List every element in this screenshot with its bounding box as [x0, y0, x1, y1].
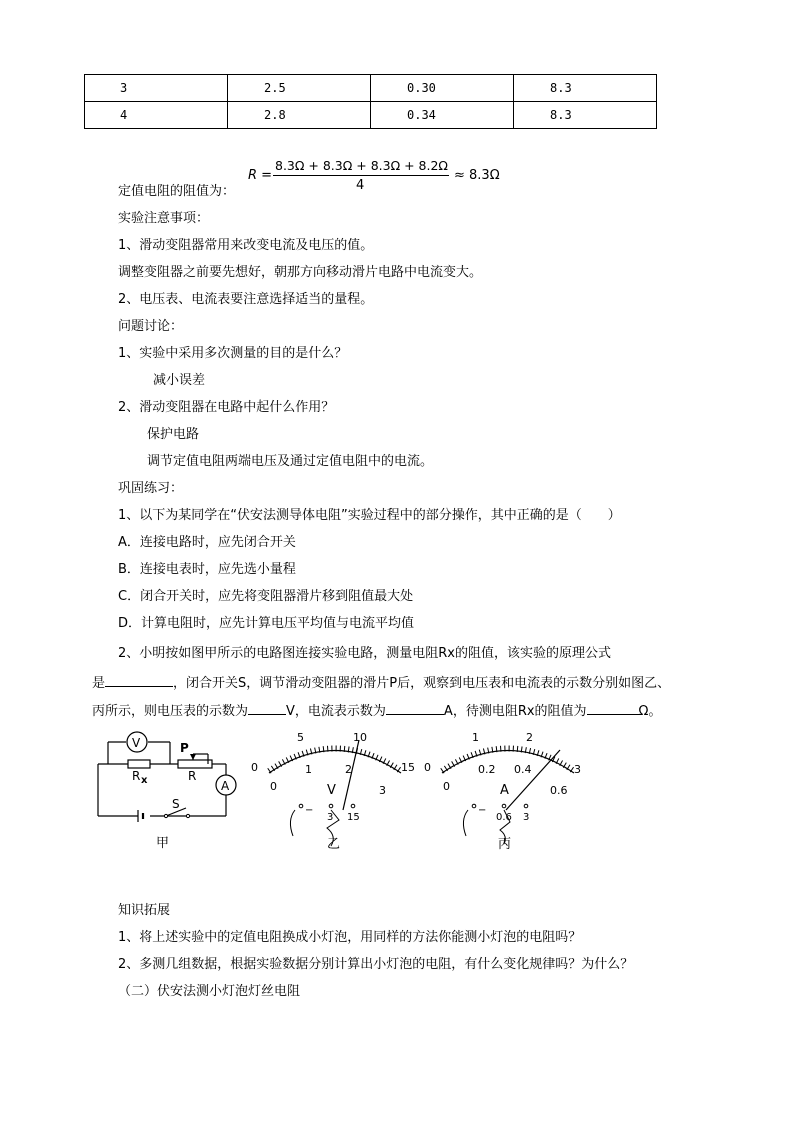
- resistance-value-label: 定值电阻的阻值为：: [118, 184, 236, 199]
- ammeter-outer-tick: 0: [424, 761, 431, 774]
- table-row: [85, 75, 657, 102]
- answer-2a: 保护电路: [147, 427, 200, 442]
- figure-caption-bing: 丙: [498, 837, 512, 852]
- voltmeter-outer-tick: 5: [297, 731, 304, 744]
- text-span: V，电流表示数为: [286, 704, 386, 719]
- answer-blank-voltage[interactable]: [248, 700, 286, 715]
- ammeter-inner-tick: 0.6: [550, 784, 568, 797]
- voltmeter-outer-tick: 0: [251, 761, 258, 774]
- table-cell: 8.3: [514, 75, 657, 102]
- voltmeter-inner-tick: 3: [379, 784, 386, 797]
- practice-title: 巩固练习：: [118, 481, 184, 496]
- answer-blank-formula[interactable]: [105, 672, 173, 687]
- ammeter-terminal: 3: [523, 812, 530, 823]
- extension-question-1: 1、将上述实验中的定值电阻换成小灯泡，用同样的方法你能测小灯泡的电阻吗？: [118, 930, 582, 945]
- answer-blank-resistance[interactable]: [587, 700, 639, 715]
- note-1: 1、滑动变阻器常用来改变电流及电压的值。: [118, 238, 374, 253]
- ammeter-dial: [420, 728, 595, 856]
- voltmeter-outer-tick: 10: [353, 731, 367, 744]
- table-cell: 0.30: [371, 75, 514, 102]
- table-cell: 8.3: [514, 102, 657, 129]
- formula-lhs: R =: [248, 168, 273, 183]
- r-label: R: [188, 769, 197, 783]
- table-cell: 0.34: [371, 102, 514, 129]
- ammeter-inner-tick: 0.4: [514, 763, 532, 776]
- answer-blank-current[interactable]: [386, 700, 444, 715]
- practice-question-2-line2: [92, 672, 670, 693]
- formula-denominator: 4: [356, 178, 365, 193]
- ammeter-outer-tick: 2: [526, 731, 533, 744]
- voltmeter-inner-tick: 0: [270, 780, 277, 793]
- practice-question-2-line1: 2、小明按如图甲所示的电路图连接实验电路，测量电阻Rx的阻值，该实验的原理公式: [118, 646, 611, 661]
- figure-caption-jia: 甲: [156, 836, 170, 851]
- extension-title: 知识拓展: [118, 903, 171, 918]
- table-cell: 4: [85, 102, 228, 129]
- formula-numerator: 8.3Ω + 8.3Ω + 8.3Ω + 8.2Ω: [275, 158, 448, 173]
- note-2: 2、电压表、电流表要注意选择适当的量程。: [118, 292, 374, 307]
- rx-subscript: x: [141, 775, 148, 786]
- option-d: D．计算电阻时，应先计算电压平均值与电流平均值: [118, 616, 415, 631]
- voltmeter-inner-tick: 2: [345, 763, 352, 776]
- voltmeter-outer-tick: 15: [401, 761, 415, 774]
- voltmeter-inner-tick: 1: [305, 763, 312, 776]
- text-span: 丙所示，则电压表的示数为: [92, 704, 249, 719]
- question-2: 2、滑动变阻器在电路中起什么作用？: [118, 400, 335, 415]
- slider-label: P: [180, 741, 189, 755]
- ammeter-unit: A: [500, 783, 509, 798]
- voltmeter-dial: [247, 728, 422, 856]
- formula-result: ≈ 8.3Ω: [454, 168, 500, 183]
- voltmeter-terminal: −: [305, 805, 314, 816]
- voltmeter-terminal: 3: [327, 812, 334, 823]
- answer-2b: 调节定值电阻两端电压及通过定值电阻中的电流。: [147, 454, 434, 469]
- note-1b: 调整变阻器之前要先想好，朝那方向移动滑片电路中电流变大。: [118, 265, 483, 280]
- text-span: A，待测电阻Rx的阻值为: [443, 704, 587, 719]
- table-row: [85, 102, 657, 129]
- ammeter-outer-tick: 1: [472, 731, 479, 744]
- figure-caption-yi: 乙: [327, 837, 341, 852]
- voltmeter-unit: V: [327, 783, 336, 798]
- ammeter-symbol-label: A: [221, 779, 230, 793]
- voltmeter-terminal: 15: [347, 812, 360, 823]
- ammeter-terminal: 0.6: [496, 812, 512, 823]
- notes-title: 实验注意事项：: [118, 211, 210, 226]
- section-2-heading: （二）伏安法测小灯泡灯丝电阻: [118, 984, 301, 999]
- option-b: B．连接电表时，应先选小量程: [118, 562, 296, 577]
- voltmeter-symbol-label: V: [132, 736, 141, 750]
- discussion-title: 问题讨论：: [118, 319, 184, 334]
- answer-1: 减小误差: [153, 373, 206, 388]
- text-span: 是: [92, 676, 106, 691]
- switch-label: S: [172, 797, 180, 811]
- circuit-diagram: [90, 728, 250, 856]
- option-a: A．连接电路时，应先闭合开关: [118, 535, 296, 550]
- ammeter-inner-tick: 0.2: [478, 763, 496, 776]
- rx-label: R: [132, 769, 141, 783]
- extension-question-2: 2、多测几组数据，根据实验数据分别计算出小灯泡的电阻，有什么变化规律吗？为什么？: [118, 957, 634, 972]
- data-table: [84, 74, 657, 129]
- practice-question-2-line3: [92, 700, 661, 721]
- ammeter-inner-tick: 0: [443, 780, 450, 793]
- practice-question-1: 1、以下为某同学在“伏安法测导体电阻”实验过程中的部分操作，其中正确的是（ ）: [118, 508, 621, 523]
- option-c: C．闭合开关时，应先将变阻器滑片移到阻值最大处: [118, 589, 414, 604]
- question-1: 1、实验中采用多次测量的目的是什么？: [118, 346, 348, 361]
- fraction-bar: [273, 175, 449, 176]
- text-span: ，闭合开关S，调节滑动变阻器的滑片P后，观察到电压表和电流表的示数分别如图乙、: [173, 676, 671, 691]
- table-cell: 3: [85, 75, 228, 102]
- ammeter-terminal: −: [478, 805, 487, 816]
- table-cell: 2.8: [228, 102, 371, 129]
- table-cell: 2.5: [228, 75, 371, 102]
- text-span: Ω。: [638, 704, 662, 719]
- ammeter-outer-tick: 3: [574, 763, 581, 776]
